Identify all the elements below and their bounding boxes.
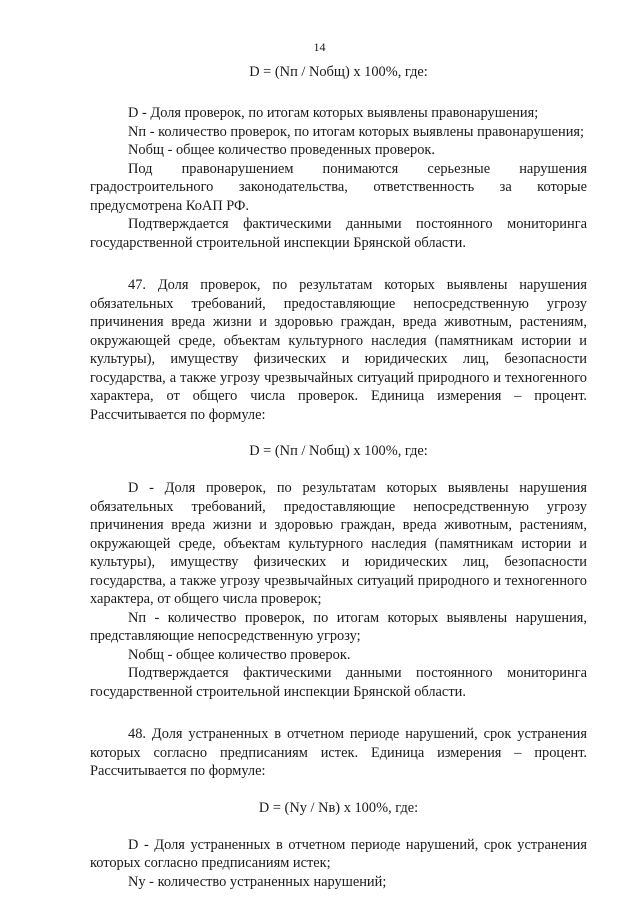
paragraph: D - Доля проверок, по итогам которых выявлены правонарушения; (128, 105, 539, 121)
formula: D = (Nу / Nв) x 100%, где: (258, 799, 419, 816)
paragraph: Под правонарушением понимаются серьезные нарушения градостроительного законодательства, ответственность за которые предусмотрена КоАП РФ. (90, 160, 587, 214)
formula: D = (Nп / Nобщ) x 100%, где: (249, 443, 428, 459)
spacer (90, 252, 587, 276)
formula: D = (Nп / Nобщ) x 100%, где: (249, 64, 428, 80)
spacer (90, 82, 587, 104)
paragraph: Nобщ - общее количество проверок. (128, 646, 351, 663)
paragraph: Nп - количество проверок, по итогам которых выявлены правонарушения; (128, 123, 585, 140)
spacer (90, 701, 587, 725)
page-number: 14 (313, 40, 326, 54)
paragraph: Nу - количество устраненных нарушений; (128, 873, 387, 890)
paragraph: D - Доля устраненных в отчетном периоде нарушений, срок устранения которых согласно предписаниям истек; (90, 836, 587, 871)
spacer (90, 781, 587, 799)
paragraph: Nп - количество проверок, по итогам которых выявлены нарушения, представляющие непосредственную угрозу; (90, 609, 587, 644)
paragraph: 47. Доля проверок, по результатам которых выявлены нарушения обязательных требований, предоставляющие непосредственную угрозу причинения вреда жизни и здоровью граждан, вреда животным, растениям, окружающей среде, объектам культурного наследия (памятникам истории и культуры), имуществу физических и юридических лиц, безопасности государства, а также угрозу чрезвычайных ситуаций природного и техногенного характера, от общего числа проверок. Единица измерения – процент. Рассчитывается по формуле: (90, 277, 587, 423)
spacer (90, 818, 587, 836)
paragraph: 48. Доля устраненных в отчетном периоде нарушений, срок устранения которых согласно предписаниям истек. Единица измерения – процент. Рассчитывается по формуле: (90, 726, 587, 779)
document-body (90, 63, 587, 891)
paragraph: D - Доля проверок, по результатам которых выявлены нарушения обязательных требований, предоставляющие непосредственную угрозу причинения вреда жизни и здоровью граждан, вреда животным, растениям, окружающей среде, объектам культурного наследия (памятникам истории и культуры), имуществу физических и юридических лиц, безопасности государства, а также угрозу чрезвычайных ситуаций природного и техногенного характера, от общего числа проверок; (90, 480, 587, 607)
paragraph: Nобщ - общее количество проведенных проверок. (128, 142, 435, 158)
paragraph: Подтверждается фактическими данными постоянного мониторинга государственной строительной инспекции Брянской области. (90, 665, 587, 700)
spacer (90, 461, 587, 479)
spacer (90, 424, 587, 442)
paragraph: Подтверждается фактическими данными постоянного мониторинга государственной строительной инспекции Брянской области. (90, 216, 587, 251)
